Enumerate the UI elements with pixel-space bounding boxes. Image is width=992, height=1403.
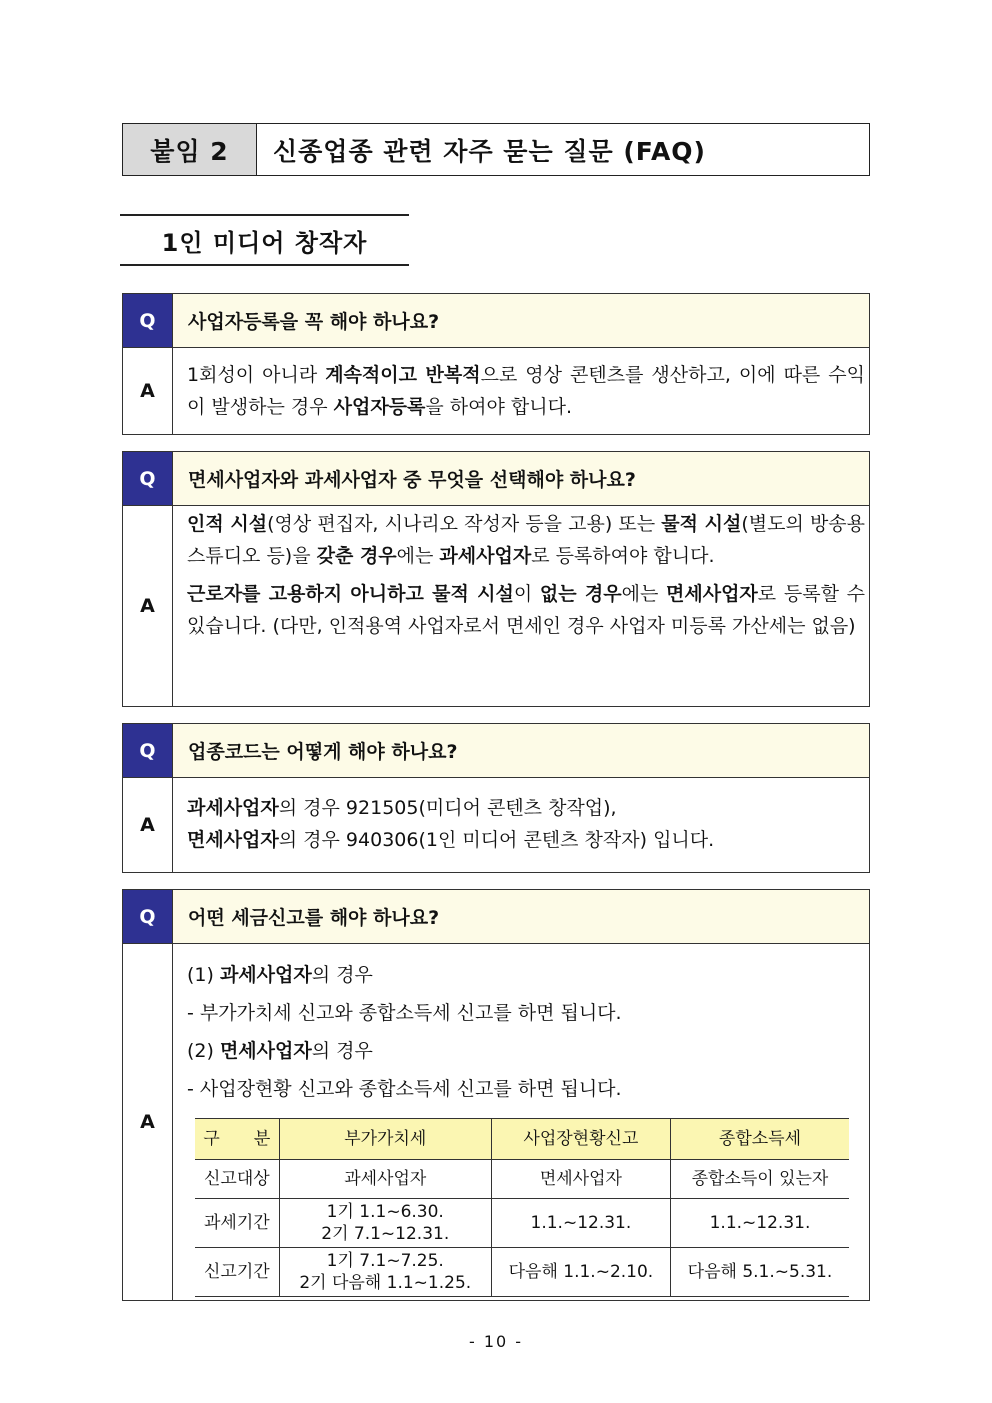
answer-emphasis: 과세사업자 [439,545,532,567]
answer-segment: 의 경우 940306(1인 미디어 콘텐츠 창작자) 입니다. [278,829,715,851]
answer-segment: 1회성이 아니라 [187,364,326,386]
question-row [123,452,869,506]
table-cell-line: 1기 1.1~6.30. [326,1202,444,1222]
answer-marker: A [123,944,173,1300]
question-marker: Q [123,890,173,943]
answer-text [173,506,869,706]
case-number: (1) [187,964,220,986]
question-text: 면세사업자와 과세사업자 중 무엇을 선택해야 하나요? [173,452,869,505]
table-cell [279,1199,491,1248]
table-cell-line: 1기 7.1~7.25. [326,1251,444,1271]
faq-item-tax-filing [122,889,870,1301]
answer-emphasis: 인적 시설 [187,513,268,535]
table-cell: 1.1.~12.31. [670,1199,849,1248]
table-cell: 1.1.~12.31. [491,1199,670,1248]
answer-emphasis: 없는 경우 [539,583,622,605]
answer-marker: A [123,778,173,872]
question-row [123,294,869,348]
answer-segment: 의 경우 921505(미디어 콘텐츠 창작업), [278,797,617,819]
answer-segment: 의 경우 [311,1040,373,1062]
answer-row [123,348,869,434]
table-cell-line: 2기 7.1~12.31. [321,1224,450,1244]
answer-row [123,944,869,1300]
answer-row [123,778,869,872]
answer-segment: 의 경우 [311,964,373,986]
answer-emphasis: 면세사업자 [219,1040,312,1062]
answer-segment: 이 [513,583,540,605]
answer-row [123,506,869,706]
table-cell: 과세기간 [195,1199,279,1248]
question-row [123,724,869,778]
question-text: 사업자등록을 꼭 해야 하나요? [173,294,869,347]
answer-emphasis: 갖춘 경우 [316,545,397,567]
attachment-header [122,123,870,176]
answer-segment: 로 등록할 수 있습니다. (다만, 인적용역 사업자로서 면세인 경우 사업자 미등록 가산세는 없음) [187,583,865,637]
table-cell: 신고대상 [195,1160,279,1199]
answer-segment: 에는 [621,583,667,605]
page-number: - 10 - [468,1332,524,1351]
answer-emphasis: 물적 시설 [661,513,742,535]
answer-segment: 에는 [396,545,440,567]
table-header-cell: 종합소득세 [670,1119,849,1160]
answer-emphasis: 면세사업자 [666,583,758,605]
answer-segment: (별도의 방송용 스튜디오 등)을 [187,513,866,567]
answer-text [173,348,869,434]
answer-text [173,778,869,872]
attachment-label: 붙임 2 [123,124,257,175]
table-row [195,1160,849,1199]
table-cell: 다음해 5.1.~5.31. [670,1248,849,1297]
table-cell [279,1248,491,1297]
case-description: - 사업장현황 신고와 종합소득세 신고를 하면 됩니다. [187,1078,622,1100]
answer-emphasis: 사업자등록 [333,396,426,418]
faq-item-tax-type [122,451,870,707]
answer-emphasis: 과세사업자 [187,797,279,819]
document-title: 신종업종 관련 자주 묻는 질문 (FAQ) [273,136,706,166]
table-row [195,1248,849,1297]
faq-item-industry-code [122,723,870,873]
answer-segment: 을 하여야 합니다. [425,396,572,418]
case-number: (2) [187,1040,220,1062]
table-header-cell: 구 분 [195,1119,279,1160]
table-cell: 신고기간 [195,1248,279,1297]
answer-segment: 로 등록하여야 합니다. [531,545,715,567]
table-cell-line: 2기 다음해 1.1~1.25. [299,1273,472,1293]
tax-filing-table [195,1118,849,1297]
question-marker: Q [123,452,173,505]
answer-segment: 으로 영상 콘텐츠를 생산하고, 이에 따른 수익이 발생하는 경우 [187,364,865,418]
question-marker: Q [123,724,173,777]
answer-marker: A [123,506,173,706]
question-text: 어떤 세금신고를 해야 하나요? [173,890,869,943]
question-text: 업종코드는 어떻게 해야 하나요? [173,724,869,777]
case-description: - 부가가치세 신고와 종합소득세 신고를 하면 됩니다. [187,1002,622,1024]
answer-emphasis: 과세사업자 [219,964,312,986]
table-header-cell: 사업장현황신고 [491,1119,670,1160]
answer-text [173,944,869,1300]
question-marker: Q [123,294,173,347]
table-cell: 면세사업자 [491,1160,670,1199]
table-header-cell: 부가가치세 [279,1119,491,1160]
answer-emphasis: 면세사업자 [187,829,279,851]
table-cell: 종합소득이 있는자 [670,1160,849,1199]
question-row [123,890,869,944]
answer-marker: A [123,348,173,434]
section-title: 1인 미디어 창작자 [120,214,409,266]
answer-emphasis: 계속적이고 반복적 [325,364,481,386]
table-header-row [195,1119,849,1160]
faq-item-registration [122,293,870,435]
answer-segment: (영상 편집자, 시나리오 작성자 등을 고용) 또는 [267,513,662,535]
table-cell: 다음해 1.1.~2.10. [491,1248,670,1297]
table-row [195,1199,849,1248]
answer-emphasis: 근로자를 고용하지 아니하고 물적 시설 [187,583,514,605]
table-cell: 과세사업자 [279,1160,491,1199]
